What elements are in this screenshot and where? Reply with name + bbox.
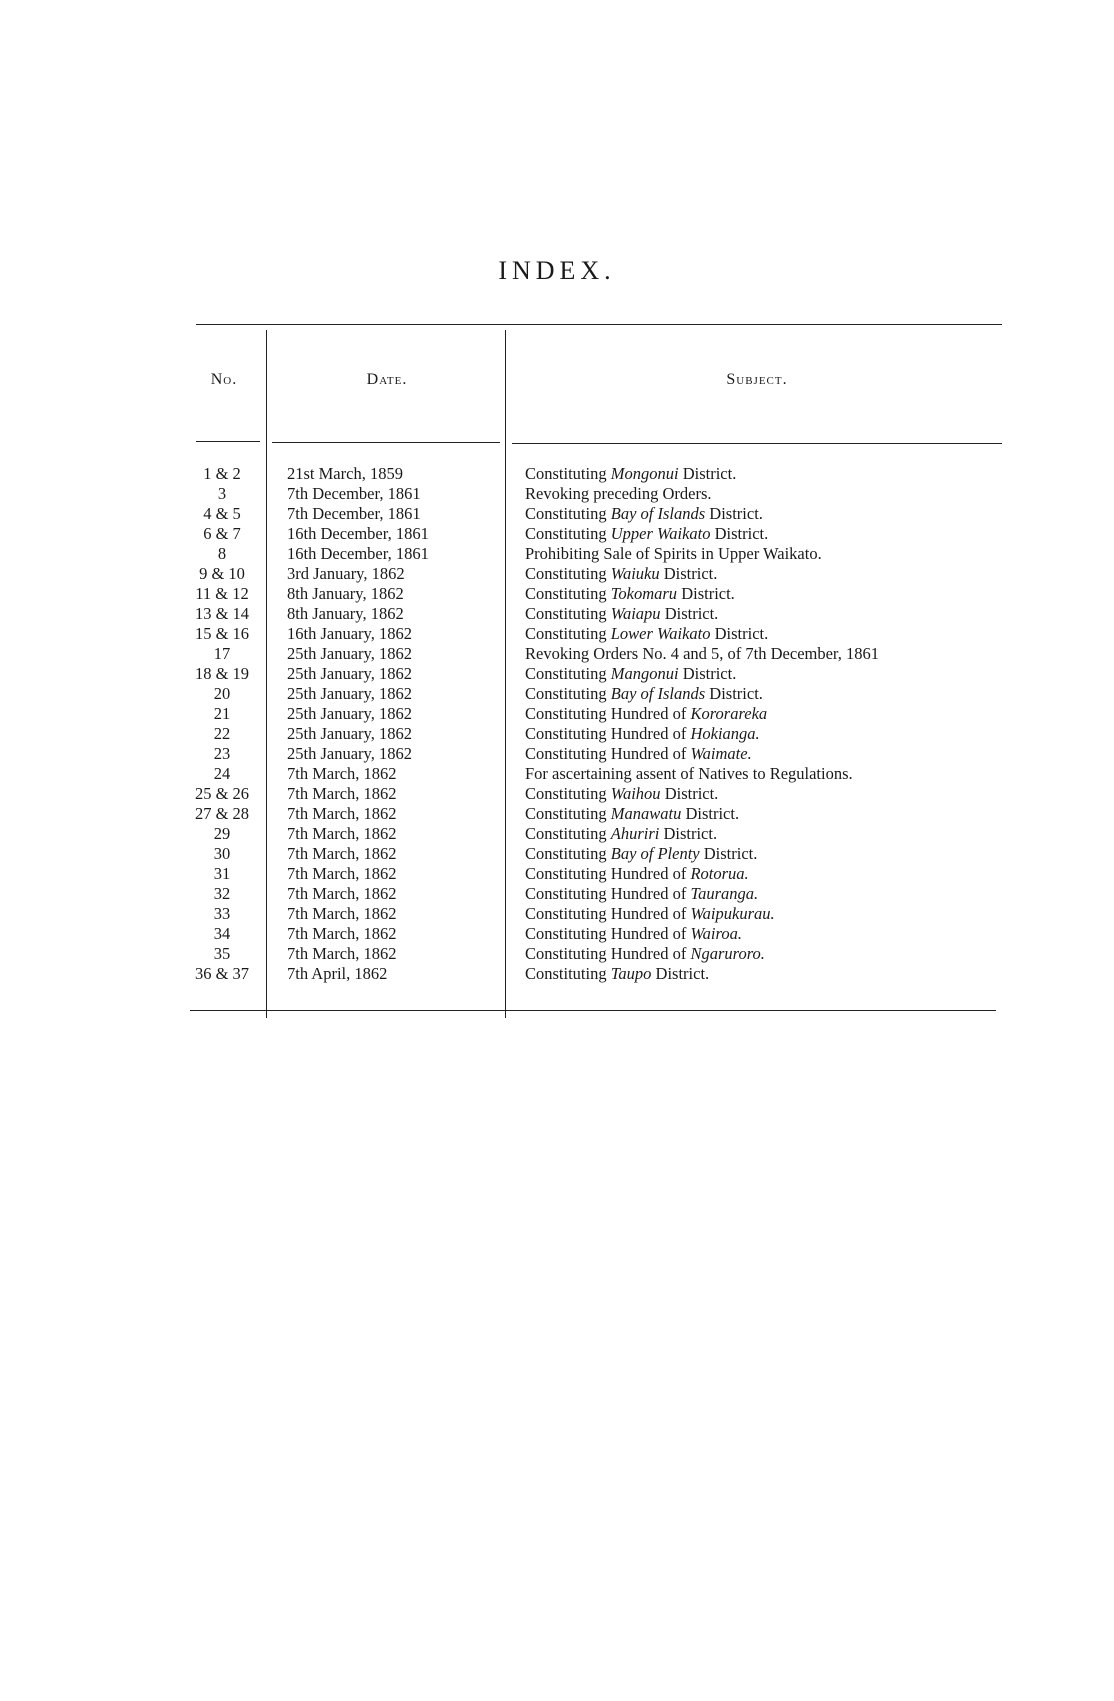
column-header-subject: Subject. [726, 371, 788, 388]
entry-date: 16th December, 1861 [287, 524, 429, 543]
subject-text: Constituting [525, 624, 611, 643]
entry-date: 21st March, 1859 [287, 464, 403, 483]
header-rule-subject [512, 443, 1002, 444]
subject-text: Constituting [525, 804, 611, 823]
subject-place-name: Ngaruroro. [690, 944, 765, 963]
table-row [0, 844, 1114, 864]
column-header-date: Date. [366, 371, 408, 388]
entry-number: 30 [213, 844, 231, 863]
entry-number: 9 & 10 [199, 564, 245, 583]
entry-number: 31 [213, 864, 231, 883]
entry-subject [525, 704, 767, 724]
table-row [0, 704, 1114, 724]
entry-number: 24 [213, 764, 231, 783]
entry-date: 7th March, 1862 [287, 844, 397, 863]
entry-date: 8th January, 1862 [287, 604, 404, 623]
entry-number: 4 & 5 [203, 504, 241, 523]
entry-subject [525, 584, 735, 604]
entry-date: 7th March, 1862 [287, 884, 397, 903]
subject-place-name: Mangonui [610, 664, 679, 683]
subject-place-name: Bay of Plenty [610, 844, 700, 863]
subject-place-name: Waipukurau. [690, 904, 775, 923]
subject-text: For ascertaining assent of Natives to Regulations. [525, 764, 853, 783]
entry-subject [525, 484, 712, 504]
entry-subject [525, 684, 763, 704]
entry-subject [525, 504, 763, 524]
table-top-rule [196, 324, 1002, 325]
entry-date: 16th December, 1861 [287, 544, 429, 563]
entry-subject [525, 784, 718, 804]
entry-date: 7th March, 1862 [287, 804, 397, 823]
subject-text: District. [710, 524, 769, 543]
entry-subject [525, 884, 758, 904]
entry-number: 15 & 16 [194, 624, 250, 643]
subject-text: Constituting [525, 964, 611, 983]
entry-number: 13 & 14 [194, 604, 250, 623]
entry-subject [525, 964, 709, 984]
subject-text: District. [659, 564, 718, 583]
entry-number: 35 [213, 944, 231, 963]
entry-date: 3rd January, 1862 [287, 564, 405, 583]
table-row [0, 924, 1114, 944]
subject-text: Constituting Hundred of [525, 864, 691, 883]
entry-subject [525, 644, 879, 664]
entry-number: 23 [213, 744, 231, 763]
subject-text: Constituting Hundred of [525, 944, 691, 963]
subject-place-name: Waiuku [610, 564, 660, 583]
subject-text: District. [660, 784, 719, 803]
table-row [0, 504, 1114, 524]
subject-place-name: Bay of Islands [610, 684, 706, 703]
subject-place-name: Waihou [610, 784, 661, 803]
entry-date: 25th January, 1862 [287, 684, 412, 703]
entry-date: 7th March, 1862 [287, 924, 397, 943]
subject-text: Constituting Hundred of [525, 704, 691, 723]
table-row [0, 824, 1114, 844]
entry-number: 17 [213, 644, 231, 663]
entry-number: 1 & 2 [203, 464, 241, 483]
table-row [0, 884, 1114, 904]
subject-text: Constituting [525, 824, 611, 843]
entry-subject [525, 824, 717, 844]
subject-text: District. [678, 664, 737, 683]
subject-text: Constituting Hundred of [525, 904, 691, 923]
entry-number: 22 [213, 724, 231, 743]
table-row [0, 684, 1114, 704]
subject-place-name: Wairoa. [690, 924, 742, 943]
entry-subject [525, 544, 822, 564]
entry-date: 25th January, 1862 [287, 644, 412, 663]
table-row [0, 584, 1114, 604]
entry-date: 25th January, 1862 [287, 744, 412, 763]
table-row [0, 524, 1114, 544]
entry-number: 8 [217, 544, 227, 563]
entry-subject [525, 724, 760, 744]
subject-text: Constituting Hundred of [525, 724, 691, 743]
subject-place-name: Ahuriri [610, 824, 660, 843]
entry-subject [525, 664, 736, 684]
entry-date: 7th March, 1862 [287, 824, 397, 843]
subject-text: Constituting [525, 524, 611, 543]
header-rule-no [196, 441, 260, 442]
table-row [0, 764, 1114, 784]
subject-text: Constituting [525, 464, 611, 483]
entry-subject [525, 604, 718, 624]
entry-date: 7th April, 1862 [287, 964, 388, 983]
subject-text: District. [678, 464, 737, 483]
table-row [0, 904, 1114, 924]
entry-date: 25th January, 1862 [287, 664, 412, 683]
subject-place-name: Tokomaru [610, 584, 678, 603]
table-row [0, 624, 1114, 644]
entry-subject [525, 904, 775, 924]
subject-place-name: Hokianga. [690, 724, 760, 743]
subject-place-name: Upper Waikato [610, 524, 711, 543]
subject-text: Constituting Hundred of [525, 924, 691, 943]
subject-text: District. [705, 504, 763, 523]
subject-text: Constituting [525, 784, 611, 803]
entry-subject [525, 864, 749, 884]
entry-date: 7th March, 1862 [287, 944, 397, 963]
subject-text: Constituting [525, 584, 611, 603]
subject-text: Constituting Hundred of [525, 744, 691, 763]
entry-date: 7th March, 1862 [287, 764, 397, 783]
subject-place-name: Bay of Islands [610, 504, 706, 523]
entry-number: 25 & 26 [194, 784, 250, 803]
subject-place-name: Rotorua. [690, 864, 749, 883]
entry-subject [525, 744, 752, 764]
entry-date: 16th January, 1862 [287, 624, 412, 643]
entry-date: 7th December, 1861 [287, 484, 421, 503]
subject-text: Constituting [525, 564, 611, 583]
header-rule-date [272, 442, 500, 443]
subject-text: District. [681, 804, 740, 823]
table-row [0, 564, 1114, 584]
table-row [0, 484, 1114, 504]
subject-text: District. [677, 584, 735, 603]
table-row [0, 864, 1114, 884]
subject-text: Constituting [525, 684, 611, 703]
table-row [0, 604, 1114, 624]
subject-text: Constituting [525, 664, 611, 683]
subject-place-name: Waiapu [610, 604, 661, 623]
entry-subject [525, 844, 757, 864]
entry-subject [525, 464, 736, 484]
subject-place-name: Tauranga. [690, 884, 759, 903]
index-table-body [0, 464, 1114, 984]
subject-text: District. [651, 964, 710, 983]
table-bottom-rule [190, 1010, 996, 1011]
entry-date: 7th March, 1862 [287, 864, 397, 883]
entry-date: 7th March, 1862 [287, 784, 397, 803]
column-header-no: No. [210, 371, 238, 388]
subject-place-name: Lower Waikato [610, 624, 711, 643]
entry-number: 27 & 28 [194, 804, 250, 823]
subject-text: Constituting [525, 844, 611, 863]
table-row [0, 544, 1114, 564]
entry-subject [525, 564, 717, 584]
subject-text: Prohibiting Sale of Spirits in Upper Waikato. [525, 544, 822, 563]
entry-date: 25th January, 1862 [287, 704, 412, 723]
entry-subject [525, 944, 765, 964]
table-row [0, 744, 1114, 764]
entry-subject [525, 804, 739, 824]
table-row [0, 464, 1114, 484]
subject-text: District. [705, 684, 763, 703]
subject-text: District. [659, 824, 718, 843]
entry-date: 7th December, 1861 [287, 504, 421, 523]
table-row [0, 664, 1114, 684]
table-row [0, 944, 1114, 964]
table-row [0, 804, 1114, 824]
entry-number: 33 [213, 904, 231, 923]
subject-place-name: Waimate. [690, 744, 752, 763]
subject-text: Constituting [525, 504, 611, 523]
entry-number: 32 [213, 884, 231, 903]
entry-number: 29 [213, 824, 231, 843]
subject-place-name: Manawatu [610, 804, 682, 823]
entry-subject [525, 524, 768, 544]
entry-number: 21 [213, 704, 231, 723]
subject-place-name: Kororareka [690, 704, 768, 723]
entry-date: 7th March, 1862 [287, 904, 397, 923]
table-row [0, 724, 1114, 744]
subject-text: District. [710, 624, 769, 643]
entry-number: 6 & 7 [203, 524, 241, 543]
subject-text: Constituting [525, 604, 611, 623]
page-title: INDEX. [498, 256, 616, 285]
subject-text: District. [699, 844, 758, 863]
entry-subject [525, 624, 768, 644]
subject-text: Revoking preceding Orders. [525, 484, 712, 503]
subject-place-name: Taupo [610, 964, 652, 983]
subject-place-name: Mongonui [610, 464, 679, 483]
subject-text: Constituting Hundred of [525, 884, 691, 903]
entry-date: 8th January, 1862 [287, 584, 404, 603]
table-row [0, 784, 1114, 804]
entry-number: 20 [213, 684, 231, 703]
table-row [0, 964, 1114, 984]
entry-subject [525, 764, 853, 784]
subject-text: Revoking Orders No. 4 and 5, of 7th December, 1861 [525, 644, 880, 663]
entry-number: 18 & 19 [194, 664, 250, 683]
entry-number: 11 & 12 [195, 584, 249, 603]
entry-number: 3 [217, 484, 227, 503]
entry-number: 36 & 37 [194, 964, 250, 983]
entry-subject [525, 924, 742, 944]
table-row [0, 644, 1114, 664]
entry-date: 25th January, 1862 [287, 724, 412, 743]
subject-text: District. [660, 604, 719, 623]
entry-number: 34 [213, 924, 231, 943]
